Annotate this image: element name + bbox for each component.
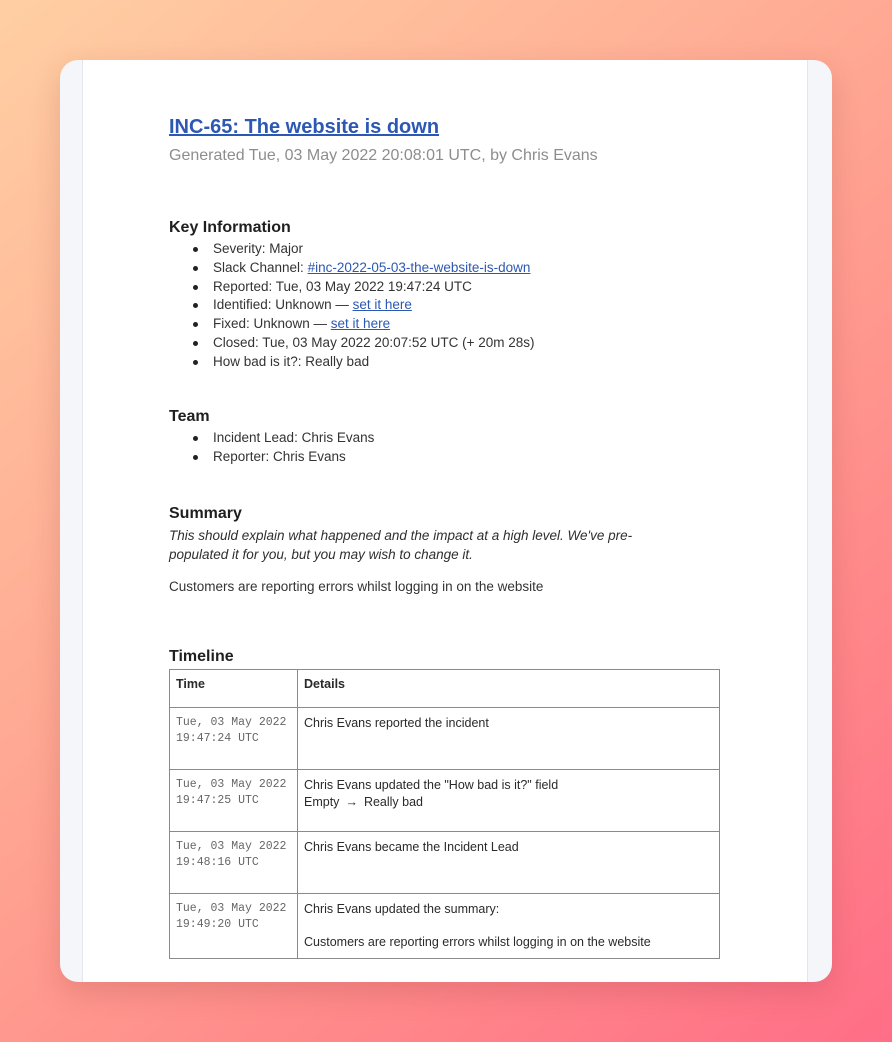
timeline-table [169, 669, 720, 959]
table-row [170, 770, 720, 832]
team-list [169, 429, 374, 467]
summary-text: Customers are reporting errors whilst logging in on the website [169, 579, 544, 594]
timeline-header-row [170, 670, 720, 708]
identified-item: Identified: Unknown — set it here [169, 296, 535, 315]
summary-heading: Summary [169, 505, 242, 522]
timeline-details: Chris Evans became the Incident Lead [298, 832, 720, 894]
field-change: Empty → Really bad [304, 795, 424, 809]
fixed-set-link[interactable]: set it here [330, 316, 391, 332]
closed-item: Closed: Tue, 03 May 2022 20:07:52 UTC (+ 20m 28s) [169, 334, 535, 353]
table-row [170, 832, 720, 894]
details-column-header: Details [298, 670, 720, 708]
table-row [170, 708, 720, 770]
fixed-item: Fixed: Unknown — set it here [169, 315, 535, 334]
table-row [170, 894, 720, 959]
summary-hint: This should explain what happened and the impact at a high level. We've pre-populated it for you, but you may wish to change it. [169, 528, 633, 562]
timeline-time: Tue, 03 May 2022 19:48:16 UTC [170, 832, 298, 894]
key-information-heading: Key Information [169, 219, 291, 236]
time-column-header: Time [170, 670, 298, 708]
summary-update-text: Customers are reporting errors whilst logging in on the website [304, 935, 651, 949]
generated-info: Generated Tue, 03 May 2022 20:08:01 UTC, by Chris Evans [169, 147, 598, 164]
timeline-details: Chris Evans reported the incident [298, 708, 720, 770]
timeline-time: Tue, 03 May 2022 19:47:24 UTC [170, 708, 298, 770]
timeline-time: Tue, 03 May 2022 19:47:25 UTC [170, 770, 298, 832]
incident-lead-item: Incident Lead: Chris Evans [169, 429, 374, 448]
identified-set-link[interactable]: set it here [352, 297, 412, 313]
slack-channel-item: Slack Channel: #inc-2022-05-03-the-website-is-down [169, 259, 535, 278]
reported-item: Reported: Tue, 03 May 2022 19:47:24 UTC [169, 278, 535, 297]
how-bad-item: How bad is it?: Really bad [169, 353, 535, 372]
slack-channel-link[interactable]: #inc-2022-05-03-the-website-is-down [307, 259, 531, 275]
timeline-time: Tue, 03 May 2022 19:49:20 UTC [170, 894, 298, 959]
document-card [60, 60, 832, 982]
timeline-heading: Timeline [169, 648, 234, 665]
document-page [82, 60, 808, 982]
reporter-item: Reporter: Chris Evans [169, 448, 374, 467]
team-heading: Team [169, 408, 210, 425]
timeline-details: Chris Evans updated the "How bad is it?" field Empty → Really bad [298, 770, 720, 832]
timeline-details: Chris Evans updated the summary: Customers are reporting errors whilst logging in on the website [298, 894, 720, 959]
incident-title-link[interactable]: INC-65: The website is down [169, 116, 440, 138]
arrow-right-icon: → [345, 795, 358, 809]
key-information-list [169, 240, 535, 372]
severity-item: Severity: Major [169, 240, 535, 259]
